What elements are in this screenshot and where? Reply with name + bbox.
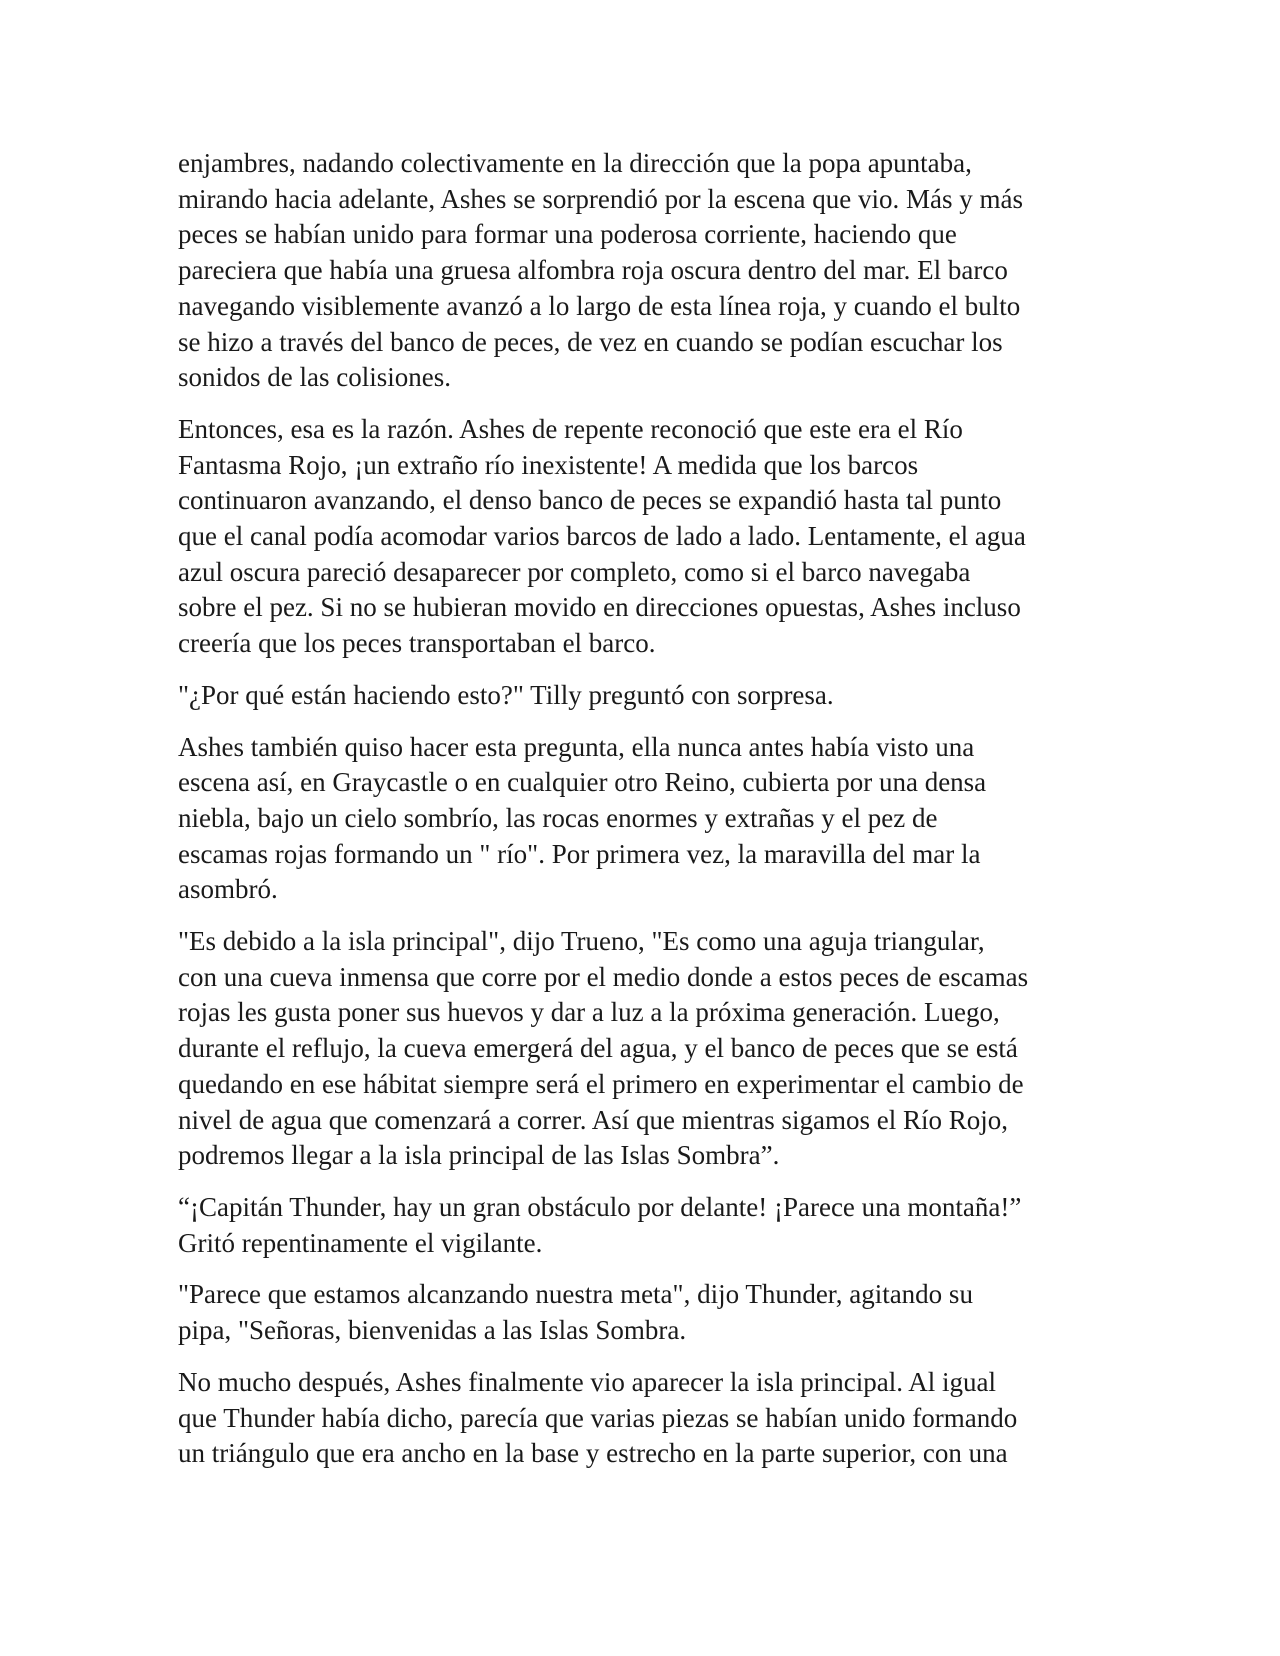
text-line: Entonces, esa es la razón. Ashes de repente reconoció que este era el Río — [178, 413, 963, 444]
text-line: pareciera que había una gruesa alfombra roja oscura dentro del mar. El barco — [178, 255, 1008, 286]
paragraph — [178, 146, 1108, 396]
paragraph — [178, 678, 1108, 714]
text-line: rojas les gusta poner sus huevos y dar a luz a la próxima generación. Luego, — [178, 997, 1000, 1028]
text-line: nivel de agua que comenzará a correr. Así que mientras sigamos el Río Rojo, — [178, 1104, 1008, 1135]
text-line: se hizo a través del banco de peces, de vez en cuando se podían escuchar los — [178, 326, 1003, 357]
text-line: Ashes también quiso hacer esta pregunta, ella nunca antes había visto una — [178, 731, 975, 762]
text-line: peces se habían unido para formar una poderosa corriente, haciendo que — [178, 219, 957, 250]
text-line: pipa, "Señoras, bienvenidas a las Islas Sombra. — [178, 1315, 687, 1346]
text-line: con una cueva inmensa que corre por el medio donde a estos peces de escamas — [178, 961, 1029, 992]
paragraph — [178, 730, 1108, 909]
text-line: niebla, bajo un cielo sombrío, las rocas enormes y extrañas y el pez de — [178, 802, 938, 833]
text-line: enjambres, nadando colectivamente en la dirección que la popa apuntaba, — [178, 148, 972, 178]
text-line: sobre el pez. Si no se hubieran movido en direcciones opuestas, Ashes incluso — [178, 592, 1021, 623]
text-line: escamas rojas formando un " río". Por primera vez, la maravilla del mar la — [178, 838, 981, 869]
text-line: "Es debido a la isla principal", dijo Trueno, "Es como una aguja triangular, — [178, 926, 985, 957]
text-line: mirando hacia adelante, Ashes se sorprendió por la escena que vio. Más y más — [178, 183, 1023, 214]
text-line: que Thunder había dicho, parecía que varias piezas se habían unido formando — [178, 1402, 1018, 1433]
body-text — [178, 146, 1108, 1488]
text-line: “¡Capitán Thunder, hay un gran obstáculo por delante! ¡Parece una montaña!” — [178, 1191, 1022, 1222]
text-line: que el canal podía acomodar varios barcos de lado a lado. Lentamente, el agua — [178, 521, 1026, 552]
paragraph — [178, 1365, 1108, 1472]
text-line: "¿Por qué están haciendo esto?" Tilly preguntó con sorpresa. — [178, 679, 834, 710]
text-line: Fantasma Rojo, ¡un extraño río inexistente! A medida que los barcos — [178, 449, 919, 480]
text-line: Gritó repentinamente el vigilante. — [178, 1227, 543, 1258]
text-line: sonidos de las colisiones. — [178, 362, 451, 393]
text-line: No mucho después, Ashes finalmente vio aparecer la isla principal. Al igual — [178, 1366, 997, 1397]
text-line: quedando en ese hábitat siempre será el primero en experimentar el cambio de — [178, 1068, 1024, 1099]
text-line: podremos llegar a la isla principal de las Islas Sombra”. — [178, 1140, 780, 1171]
paragraph — [178, 412, 1108, 662]
text-line: asombró. — [178, 874, 278, 905]
text-line: escena así, en Graycastle o en cualquier otro Reino, cubierta por una densa — [178, 767, 987, 798]
text-line: continuaron avanzando, el denso banco de peces se expandió hasta tal punto — [178, 485, 1002, 516]
text-line: un triángulo que era ancho en la base y estrecho en la parte superior, con una — [178, 1438, 1008, 1469]
paragraph — [178, 924, 1108, 1174]
text-line: creería que los peces transportaban el barco. — [178, 628, 656, 659]
text-line: azul oscura pareció desaparecer por completo, como si el barco navegaba — [178, 556, 971, 587]
text-line: durante el reflujo, la cueva emergerá del agua, y el banco de peces que se está — [178, 1033, 1018, 1064]
text-line: "Parece que estamos alcanzando nuestra meta", dijo Thunder, agitando su — [178, 1279, 973, 1310]
paragraph — [178, 1277, 1108, 1348]
paragraph — [178, 1190, 1108, 1261]
text-line: navegando visiblemente avanzó a lo largo de esta línea roja, y cuando el bulto — [178, 290, 1021, 321]
